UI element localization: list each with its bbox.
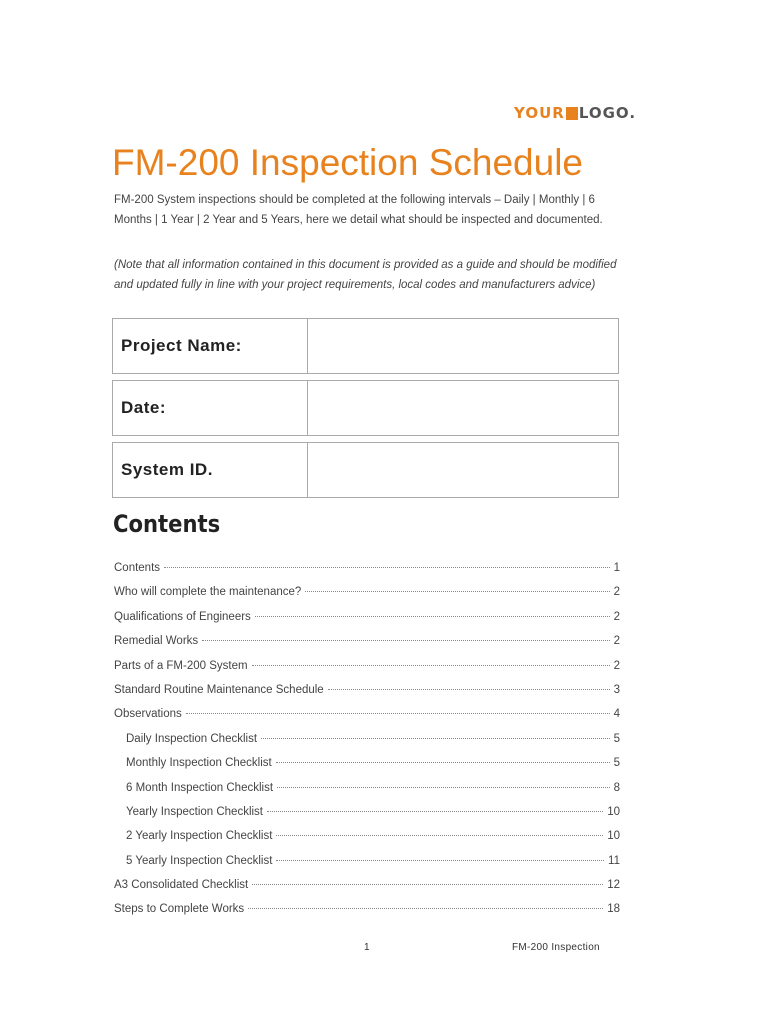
toc-entry-title: Steps to Complete Works: [114, 903, 245, 916]
toc-entry[interactable]: [114, 782, 620, 806]
document-title: FM-200 Inspection Schedule: [112, 142, 583, 183]
toc-dot-leader: [186, 713, 610, 714]
toc-entry-title: A3 Consolidated Checklist: [114, 879, 249, 892]
toc-entry-title: Remedial Works: [114, 635, 199, 648]
logo-text-logo: LOGO.: [578, 104, 637, 122]
toc-entry-page: 1: [613, 562, 620, 574]
toc-entry-page: 2: [613, 635, 620, 648]
toc-entry-page: 8: [613, 781, 620, 794]
toc-entry-title: Monthly Inspection Checklist: [126, 757, 272, 770]
toc-dot-leader: [261, 738, 610, 739]
toc-entry[interactable]: [114, 733, 620, 757]
toc-dot-leader: [202, 640, 609, 641]
toc-entry-title: Parts of a FM-200 System: [114, 659, 248, 672]
project-name-label: Project Name:: [113, 319, 308, 373]
toc-entry[interactable]: [114, 562, 620, 586]
date-label: Date:: [113, 381, 308, 435]
toc-entry-page: 12: [607, 879, 620, 892]
toc-entry[interactable]: [114, 708, 620, 732]
toc-entry[interactable]: [114, 855, 620, 879]
toc-entry-page: 2: [613, 586, 620, 599]
toc-entry[interactable]: [114, 879, 620, 903]
toc-entry-page: 5: [613, 757, 620, 770]
toc-entry[interactable]: [114, 684, 620, 708]
project-name-field[interactable]: [308, 319, 618, 373]
toc-entry-page: 2: [613, 610, 620, 623]
toc-entry-page: 18: [607, 903, 620, 916]
date-field[interactable]: [308, 381, 618, 435]
info-row-system-id: [112, 442, 619, 498]
toc-entry-title: Contents: [114, 562, 161, 574]
toc-entry[interactable]: [114, 830, 620, 854]
toc-entry[interactable]: [114, 757, 620, 781]
toc-entry-page: 3: [613, 683, 620, 696]
toc-dot-leader: [305, 591, 609, 592]
info-row-project-name: [112, 318, 619, 374]
toc-dot-leader: [277, 787, 610, 788]
toc-entry-page: 4: [613, 708, 620, 721]
toc-entry-page: 10: [607, 830, 620, 843]
toc-entry-title: 6 Month Inspection Checklist: [126, 781, 274, 794]
footer-doc-title: FM-200 Inspection: [512, 942, 600, 953]
table-of-contents: [114, 562, 620, 928]
toc-entry-title: Observations: [114, 708, 182, 721]
footer-page-number: 1: [364, 942, 370, 953]
toc-entry-title: Who will complete the maintenance?: [114, 586, 302, 599]
toc-entry[interactable]: [114, 586, 620, 610]
toc-entry-title: 5 Yearly Inspection Checklist: [126, 854, 273, 867]
toc-entry[interactable]: [114, 611, 620, 635]
toc-dot-leader: [255, 616, 610, 617]
toc-entry[interactable]: [114, 635, 620, 659]
toc-dot-leader: [328, 689, 610, 690]
toc-entry[interactable]: [114, 903, 620, 927]
toc-dot-leader: [248, 908, 603, 909]
intro-paragraph: FM-200 System inspections should be completed at the following intervals – Daily | Monthly | 6 Months | 1 Year | 2 Year and 5 Years, here we detail what should be inspected and documented.: [114, 194, 603, 226]
toc-dot-leader: [164, 567, 610, 568]
toc-entry-title: Daily Inspection Checklist: [126, 732, 258, 745]
company-logo: [514, 104, 636, 122]
toc-dot-leader: [252, 665, 610, 666]
disclaimer-note: (Note that all information contained in this document is provided as a guide and should be modified and updated fully in line with your project requirements, local codes and manufacturers advice): [114, 259, 617, 291]
toc-dot-leader: [276, 860, 604, 861]
toc-dot-leader: [267, 811, 603, 812]
toc-entry-page: 10: [607, 805, 620, 818]
toc-entry-page: 11: [608, 854, 620, 867]
toc-dot-leader: [276, 762, 610, 763]
toc-entry[interactable]: [114, 806, 620, 830]
toc-entry-title: Standard Routine Maintenance Schedule: [114, 683, 324, 696]
toc-dot-leader: [252, 884, 603, 885]
system-id-label: System ID.: [113, 443, 308, 497]
toc-entry-title: Yearly Inspection Checklist: [126, 805, 264, 818]
logo-square-icon: [566, 107, 578, 120]
toc-entry[interactable]: [114, 660, 620, 684]
toc-entry-title: 2 Yearly Inspection Checklist: [126, 830, 273, 843]
toc-dot-leader: [276, 835, 603, 836]
contents-heading: Contents: [113, 510, 221, 538]
toc-entry-page: 2: [613, 659, 620, 672]
info-row-date: [112, 380, 619, 436]
system-id-field[interactable]: [308, 443, 618, 497]
toc-entry-page: 5: [613, 732, 620, 745]
toc-entry-title: Qualifications of Engineers: [114, 610, 251, 623]
logo-text-your: YOUR: [514, 104, 565, 122]
